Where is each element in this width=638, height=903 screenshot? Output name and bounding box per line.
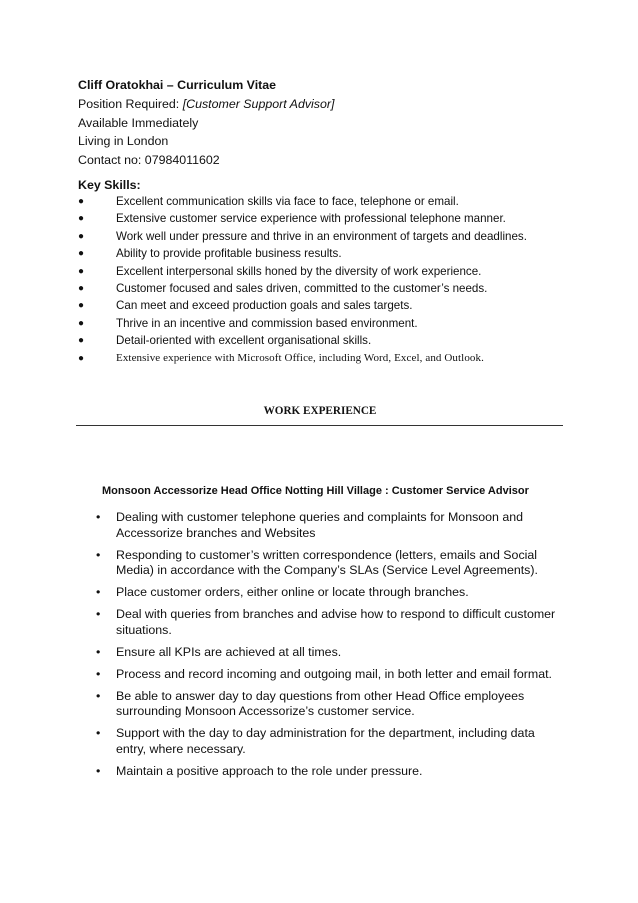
skill-item: [78, 350, 578, 367]
cv-title: Cliff Oratokhai – Curriculum Vitae: [78, 78, 277, 92]
bullet-icon: •: [96, 585, 101, 600]
bullet-icon: ●: [78, 352, 85, 364]
location: Living in London: [78, 134, 169, 149]
bullet-icon: ●: [78, 282, 85, 294]
work-experience-heading: [0, 405, 638, 417]
bullet-icon: •: [96, 547, 101, 562]
skill-text: Excellent interpersonal skills honed by the diversity of work experience.: [116, 264, 482, 278]
skill-text: Extensive experience with Microsoft Office, including Word, Excel, and Outlook.: [116, 351, 484, 364]
bullet-icon: ●: [78, 248, 85, 260]
bullet-icon: ●: [78, 265, 85, 277]
duty-text: Place customer orders, either online or locate through branches.: [116, 585, 469, 600]
bullet-icon: •: [96, 688, 101, 703]
duty-text: Maintain a positive approach to the role under pressure.: [116, 763, 423, 778]
skill-text: Detail-oriented with excellent organisational skills.: [116, 334, 372, 348]
duty-item: [96, 667, 556, 683]
position-value: [Customer Support Advisor]: [182, 96, 335, 111]
skill-text: Ability to provide profitable business results.: [116, 247, 342, 261]
duty-item: [96, 689, 556, 720]
duty-item: [96, 585, 556, 601]
bullet-icon: •: [96, 607, 101, 622]
skill-text: Extensive customer service experience with professional telephone manner.: [116, 212, 506, 226]
work-experience-heading-text: WORK EXPERIENCE: [263, 405, 377, 417]
bullet-icon: ●: [78, 213, 85, 225]
key-skills-heading: Key Skills:: [78, 178, 141, 192]
bullet-icon: ●: [78, 196, 85, 207]
duty-item: [96, 764, 556, 780]
duty-text: Responding to customer’s written correspondence (letters, emails and Social Media) in accordance with the Company’s SLAs (Service Level Agreements).: [116, 547, 538, 578]
skill-item: [78, 332, 578, 349]
bullet-icon: •: [96, 726, 101, 741]
skill-text: Excellent communication skills via face to face, telephone or email.: [116, 195, 459, 208]
bullet-icon: ●: [78, 300, 85, 312]
skill-item: [78, 297, 578, 314]
skill-text: Thrive in an incentive and commission based environment.: [116, 316, 418, 330]
skill-item: [78, 315, 578, 332]
duty-text: Deal with queries from branches and advise how to respond to difficult customer situations.: [116, 607, 556, 637]
bullet-icon: •: [96, 763, 101, 778]
skill-item: [78, 280, 578, 297]
bullet-icon: •: [96, 666, 101, 681]
skill-text: Customer focused and sales driven, committed to the customer’s needs.: [116, 281, 488, 295]
duty-text: Support with the day to day administration for the department, including data entry, where necessary.: [116, 726, 535, 756]
skill-text: Can meet and exceed production goals and sales targets.: [116, 299, 413, 313]
position-required: [78, 95, 334, 114]
job-duties-list: [96, 510, 556, 786]
key-skills-list: [78, 193, 578, 367]
skill-item: [78, 263, 578, 280]
skill-item: [78, 228, 578, 245]
skill-text: Work well under pressure and thrive in an environment of targets and deadlines.: [116, 229, 527, 243]
section-divider: [76, 425, 563, 426]
position-label: Position Required:: [78, 96, 183, 111]
bullet-icon: •: [96, 644, 101, 659]
contact-number: Contact no: 07984011602: [78, 153, 220, 168]
bullet-icon: ●: [78, 335, 85, 347]
job-title: Monsoon Accessorize Head Office Notting Hill Village : Customer Service Advisor: [102, 485, 529, 497]
duty-text: Be able to answer day to day questions from other Head Office employees surrounding Monsoon Accessorize’s customer service.: [116, 688, 525, 719]
duty-text: Ensure all KPIs are achieved at all times.: [116, 644, 342, 659]
bullet-icon: ●: [78, 230, 85, 242]
duty-item: [96, 645, 556, 661]
duty-item: [96, 510, 556, 541]
duty-text: Dealing with customer telephone queries and complaints for Monsoon and Accessorize branches and Websites: [116, 510, 524, 540]
duty-item: [96, 726, 556, 757]
bullet-icon: ●: [78, 317, 85, 329]
duty-item: [96, 548, 556, 579]
cv-header: [78, 76, 334, 170]
skill-item: [78, 245, 578, 262]
skill-item: [78, 210, 578, 227]
availability: Available Immediately: [78, 115, 199, 130]
skill-item: [78, 193, 578, 210]
duty-text: Process and record incoming and outgoing mail, in both letter and email format.: [116, 666, 552, 681]
duty-item: [96, 607, 556, 638]
bullet-icon: •: [96, 510, 101, 524]
